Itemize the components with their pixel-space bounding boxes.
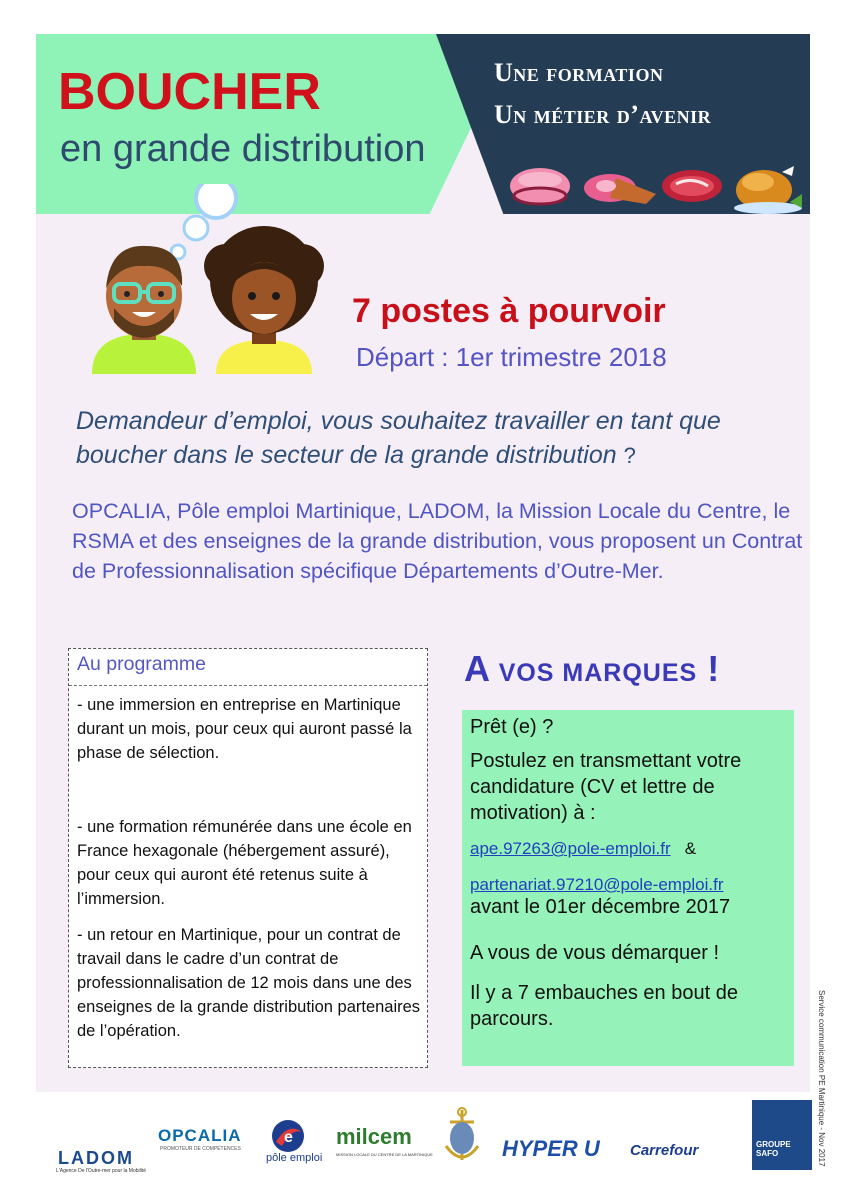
question-text: Demandeur d’emploi, vous souhaitez travailler en tant que boucher dans le secteur de la grande distribution [76, 407, 721, 469]
tagline-formation: Une formation [494, 58, 664, 87]
programme-box [68, 648, 428, 1068]
deadline-text: avant le 01er décembre 2017 [470, 896, 731, 918]
hyper-u-logo: HYPER U [502, 1136, 600, 1161]
svg-text:e: e [284, 1129, 293, 1146]
a-vos-marques-heading [464, 648, 719, 690]
email-line-1 [470, 836, 790, 862]
milcem-logo: milcem [336, 1124, 412, 1149]
poster-title: BOUCHER [58, 63, 321, 121]
carrefour-logo: Carrefour [630, 1142, 699, 1159]
avm-exclamation: ! [707, 648, 720, 689]
application-box [462, 710, 794, 1066]
question-paragraph [76, 404, 816, 473]
pole-emploi-logo-text: pôle emploi [266, 1152, 323, 1164]
pole-emploi-icon [268, 1118, 308, 1154]
poster-subtitle: en grande distribution [60, 128, 426, 170]
opcalia-tagline: PROMOTEUR DE COMPÉTENCES [160, 1146, 241, 1152]
poster [36, 34, 810, 1092]
programme-item: - un retour en Martinique, pour un contrat de travail dans le cadre d’un contrat de professionnalisation de 12 mois dans une des enseignes de la grande distribution partenaires de l’opération. [77, 926, 421, 1040]
start-date: Départ : 1er trimestre 2018 [356, 342, 667, 372]
meat-illustrations-icon [506, 164, 806, 214]
ready-text: Prêt (e) ? [470, 716, 554, 738]
email-link-partenariat[interactable]: partenariat.97210@pole-emploi.fr [470, 875, 724, 894]
question-mark: ? [623, 443, 636, 468]
stand-out-text: A vous de vous démarquer ! [470, 942, 720, 964]
ampersand: & [684, 839, 697, 858]
hires-text: Il y a 7 embauches en bout de parcours. [470, 982, 738, 1030]
opcalia-logo: OPCALIA [158, 1126, 242, 1145]
ladom-tagline: L'Agence De l'Outre-mer pour la Mobilité [56, 1168, 147, 1174]
programme-title: Au programme [77, 653, 206, 675]
groupe-safo-logo [752, 1100, 812, 1170]
positions-headline: 7 postes à pourvoir [352, 292, 666, 330]
avm-a: A [464, 648, 489, 689]
job-seekers-illustration-icon [86, 184, 326, 384]
programme-item: - une immersion en entreprise en Martinique durant un mois, pour ceux qui auront passé la phase de sélection. [77, 696, 412, 762]
milcem-tagline: MISSION LOCALE DU CENTRE DE LA MARTINIQUE [336, 1152, 433, 1157]
programme-divider [69, 685, 427, 686]
partners-paragraph: OPCALIA, Pôle emploi Martinique, LADOM, la Mission Locale du Centre, le RSMA et des enseignes de la grande distribution, vous proposent un Contrat de Professionnalisation spécifique Départements d’Outre-Mer. [72, 499, 803, 583]
ladom-logo: LADOM [58, 1148, 134, 1168]
credit-text: Service communication PE Martinique - Nov 2017 [817, 990, 826, 1167]
rsma-anchor-emblem-icon [440, 1106, 484, 1168]
avm-vos-marques: VOS MARQUES [498, 659, 698, 687]
programme-item: - une formation rémunérée dans une école en France hexagonale (hébergement assuré), pour ceux qui auront été retenus suite à l’immersion. [77, 818, 412, 908]
email-link-ape[interactable]: ape.97263@pole-emploi.fr [470, 839, 671, 858]
partner-logos [0, 1100, 848, 1200]
safo-logo-text: GROUPE SAFO [756, 1140, 791, 1158]
apply-instructions: Postulez en transmettant votre candidature (CV et lettre de motivation) à : [470, 750, 742, 824]
tagline-metier: Un métier d’avenir [494, 100, 712, 129]
